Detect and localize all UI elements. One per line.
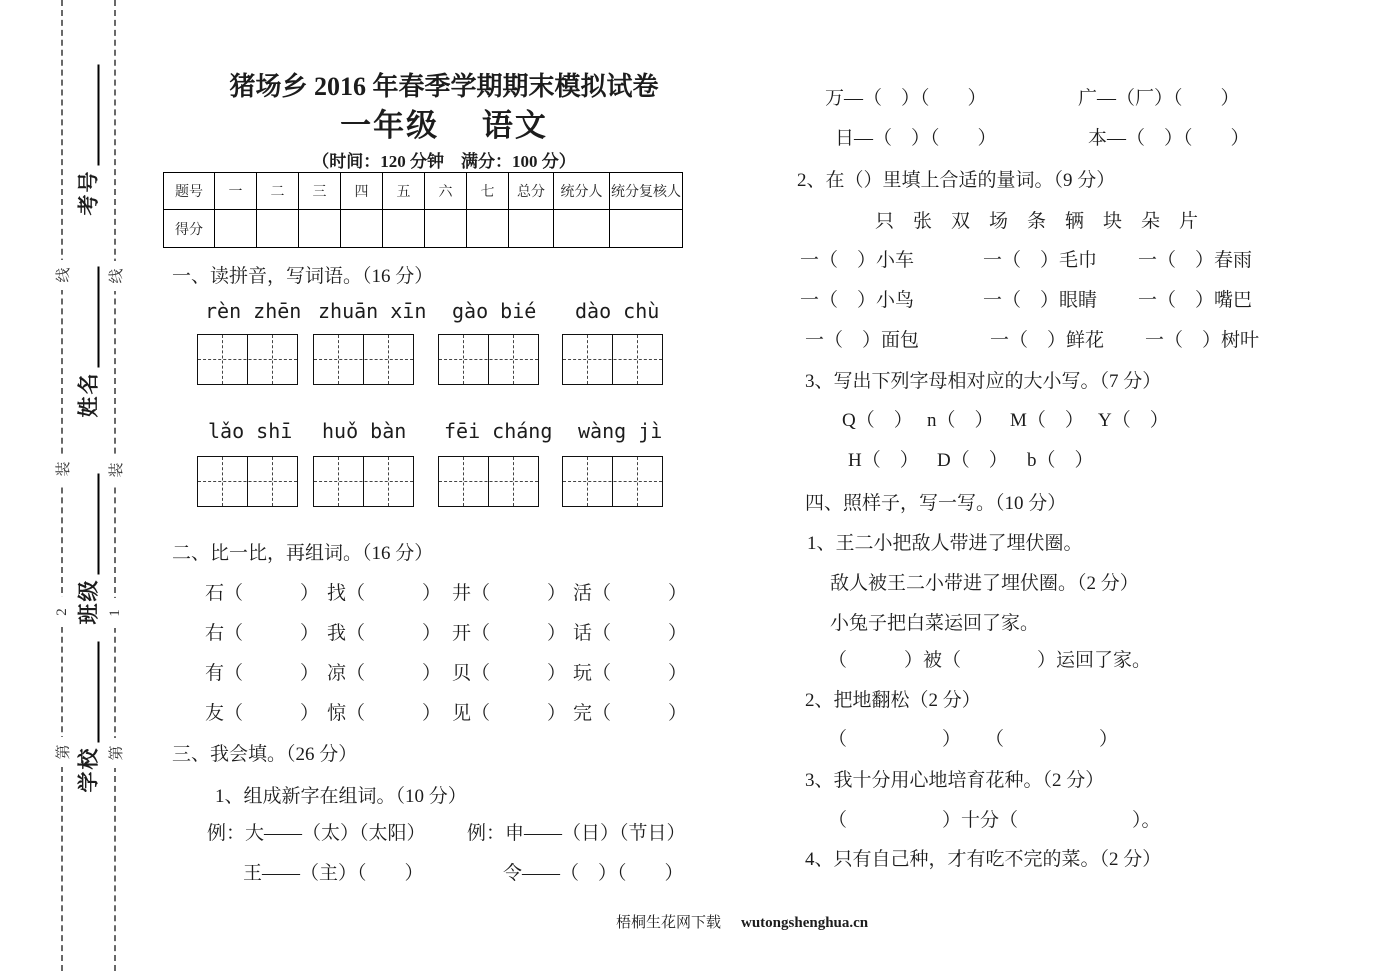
margin-field-class <box>75 470 101 625</box>
word-build-item: 王——（主）（ ） <box>243 863 424 884</box>
compare-word-item: 友（ ） <box>205 703 320 724</box>
pinyin-word: zhuān xīn <box>318 299 427 323</box>
sentence-line: 3、我十分用心地培育花种。（2 分） <box>805 770 1105 791</box>
compare-word-item: 井（ ） <box>452 583 567 604</box>
pinyin-word: dào chù <box>575 299 660 323</box>
word-build-item: 广—（厂）（ ） <box>1078 88 1240 109</box>
tianzige-cell <box>247 457 297 506</box>
exam-title: 猪场乡 2016 年春季学期期末模拟试卷 <box>229 72 659 101</box>
tianzige-cell <box>198 457 247 506</box>
section1-heading: 一、读拼音，写词语。（16 分） <box>172 266 434 287</box>
word-build-item: 日—（ ）（ ） <box>835 128 997 149</box>
measure-word-bank: 只 张 双 场 条 辆 块 朵 片 <box>875 211 1199 232</box>
tianzige-grid <box>197 334 298 385</box>
score-table-col-checker: 统分复核人 <box>610 173 683 210</box>
tianzige-cell <box>563 335 612 384</box>
tianzige-cell <box>198 335 247 384</box>
score-input-cell <box>467 210 509 248</box>
letter-case-item: n（ ） <box>927 410 994 431</box>
section4-heading: 四、照样子，写一写。（10 分） <box>805 493 1067 514</box>
compare-word-item: 见（ ） <box>452 703 567 724</box>
score-table-col: 二 <box>257 173 299 210</box>
measure-fill-item: 一（ ）毛巾 <box>983 250 1098 271</box>
tianzige-cell <box>488 457 538 506</box>
tianzige-grid <box>562 456 663 507</box>
binding-line-char: 线 <box>100 261 130 291</box>
tianzige-cell <box>612 457 662 506</box>
measure-fill-item: 一（ ）眼睛 <box>983 290 1098 311</box>
measure-fill-item: 一（ ）嘴巴 <box>1138 290 1253 311</box>
tianzige-grid <box>438 456 539 507</box>
example-item: 例：申——（日）（节日） <box>467 823 686 844</box>
score-table-col: 七 <box>467 173 509 210</box>
margin-field-name <box>75 263 101 418</box>
compare-word-item: 惊（ ） <box>327 703 442 724</box>
letter-case-item: D（ ） <box>937 450 1008 471</box>
letter-case-item: M（ ） <box>1010 410 1084 431</box>
letter-case-item: H（ ） <box>848 450 919 471</box>
binding-line-char: 第 <box>100 738 130 768</box>
fill-blank-line: （ ） <box>985 729 1119 750</box>
pinyin-word: wàng jì <box>578 419 663 443</box>
margin-field-exam-number <box>75 61 101 216</box>
sub-question-3: 3、写出下列字母相对应的大小写。（7 分） <box>805 371 1162 392</box>
word-build-item: 万—（ ）（ ） <box>825 88 987 109</box>
sentence-line: 小兔子把白菜运回了家。 <box>830 613 1040 634</box>
exam-time-score: （时间：120 分钟 满分：100 分） <box>312 152 576 171</box>
score-table-col-total: 总分 <box>509 173 554 210</box>
tianzige-cell <box>363 457 413 506</box>
score-input-cell <box>383 210 425 248</box>
compare-word-item: 玩（ ） <box>573 663 688 684</box>
score-input-cell <box>425 210 467 248</box>
sentence-line: 2、把地翻松（2 分） <box>805 690 981 711</box>
compare-word-item: 贝（ ） <box>452 663 567 684</box>
letter-case-item: Y（ ） <box>1098 410 1169 431</box>
score-table-col: 五 <box>383 173 425 210</box>
tianzige-grid <box>313 334 414 385</box>
score-table-col-scorer: 统分人 <box>554 173 610 210</box>
margin-field-school <box>75 638 101 793</box>
compare-word-item: 话（ ） <box>573 623 688 644</box>
tianzige-cell <box>439 457 488 506</box>
tianzige-cell <box>612 335 662 384</box>
measure-fill-item: 一（ ）小鸟 <box>800 290 915 311</box>
measure-fill-item: 一（ ）面包 <box>805 330 920 351</box>
measure-fill-item: 一（ ）春雨 <box>1138 250 1253 271</box>
tianzige-cell <box>314 335 363 384</box>
fill-blank-line: （ ）十分（ ）。 <box>828 810 1161 831</box>
binding-line-char: 装 <box>100 455 130 485</box>
pinyin-word: fēi cháng <box>444 419 553 443</box>
tianzige-cell <box>363 335 413 384</box>
example-item: 例：大——（太）（太阳） <box>207 823 426 844</box>
word-build-item: 本—（ ）（ ） <box>1088 128 1250 149</box>
sentence-line: 1、王二小把敌人带进了埋伏圈。 <box>807 533 1083 554</box>
fill-blank-line: （ ）被（ ）运回了家。 <box>828 650 1152 671</box>
score-table-col: 六 <box>425 173 467 210</box>
score-input-cell <box>215 210 257 248</box>
margin-field-label: 考号 <box>76 169 101 216</box>
score-input-cell <box>257 210 299 248</box>
pinyin-word: gào bié <box>452 299 537 323</box>
score-table-col: 一 <box>215 173 257 210</box>
binding-line-char: 线 <box>47 260 77 290</box>
compare-word-item: 凉（ ） <box>327 663 442 684</box>
score-table-col-label: 题号 <box>164 173 215 210</box>
tianzige-grid <box>197 456 298 507</box>
sentence-line: 敌人被王二小带进了埋伏圈。（2 分） <box>830 573 1139 594</box>
binding-line-char: 第 <box>47 737 77 767</box>
score-input-cell <box>610 210 683 248</box>
pinyin-word: huǒ bàn <box>322 419 407 443</box>
compare-word-item: 活（ ） <box>573 583 688 604</box>
score-table-col: 四 <box>341 173 383 210</box>
score-table <box>163 172 683 248</box>
compare-word-item: 找（ ） <box>327 583 442 604</box>
compare-word-item: 我（ ） <box>327 623 442 644</box>
compare-word-item: 右（ ） <box>205 623 320 644</box>
tianzige-grid <box>313 456 414 507</box>
tianzige-cell <box>563 457 612 506</box>
compare-word-item: 有（ ） <box>205 663 320 684</box>
field-blank-line <box>76 267 99 368</box>
field-blank-line <box>76 474 99 575</box>
score-input-cell <box>299 210 341 248</box>
compare-word-item: 完（ ） <box>573 703 688 724</box>
footer-site-url: wutongshenghua.cn <box>741 915 869 931</box>
compare-word-item: 开（ ） <box>452 623 567 644</box>
score-table-score-row <box>164 210 683 248</box>
margin-field-label: 姓名 <box>76 371 101 418</box>
field-blank-line <box>76 65 99 166</box>
letter-case-item: Q（ ） <box>842 410 913 431</box>
pinyin-word: lǎo shī <box>208 419 293 443</box>
letter-case-item: b（ ） <box>1027 450 1094 471</box>
measure-fill-item: 一（ ）鲜花 <box>990 330 1105 351</box>
binding-dashed-line-1 <box>61 0 63 971</box>
tianzige-cell <box>439 335 488 384</box>
score-input-cell <box>509 210 554 248</box>
fill-blank-line: （ ） <box>828 729 962 750</box>
score-row-label: 得分 <box>164 210 215 248</box>
tianzige-cell <box>314 457 363 506</box>
measure-fill-item: 一（ ）树叶 <box>1145 330 1260 351</box>
field-blank-line <box>76 642 99 743</box>
score-input-cell <box>554 210 610 248</box>
tianzige-cell <box>247 335 297 384</box>
binding-dashed-line-2 <box>114 0 116 971</box>
tianzige-grid <box>562 334 663 385</box>
score-input-cell <box>341 210 383 248</box>
pinyin-word: rèn zhēn <box>205 299 302 323</box>
word-build-item: 令——（ ）（ ） <box>503 863 684 884</box>
score-table-header-row <box>164 173 683 210</box>
exam-subtitle: 一年级 语文 <box>340 108 548 143</box>
tianzige-cell <box>488 335 538 384</box>
section3-heading: 三、我会填。（26 分） <box>172 744 358 765</box>
compare-word-item: 石（ ） <box>205 583 320 604</box>
binding-line-char: 2 <box>47 597 77 627</box>
binding-line-char: 1 <box>100 598 130 628</box>
footer-site-name: 梧桐生花网下载 <box>616 915 722 931</box>
sub-question-1: 1、组成新字在组词。（10 分） <box>215 786 467 807</box>
section2-heading: 二、比一比，再组词。（16 分） <box>172 543 434 564</box>
margin-field-label: 班级 <box>76 578 101 625</box>
binding-line-char: 装 <box>47 454 77 484</box>
sub-question-2: 2、在（）里填上合适的量词。（9 分） <box>797 170 1116 191</box>
sentence-line: 4、只有自己种，才有吃不完的菜。（2 分） <box>805 849 1162 870</box>
tianzige-grid <box>438 334 539 385</box>
measure-fill-item: 一（ ）小车 <box>800 250 915 271</box>
score-table-col: 三 <box>299 173 341 210</box>
margin-field-label: 学校 <box>76 746 101 793</box>
